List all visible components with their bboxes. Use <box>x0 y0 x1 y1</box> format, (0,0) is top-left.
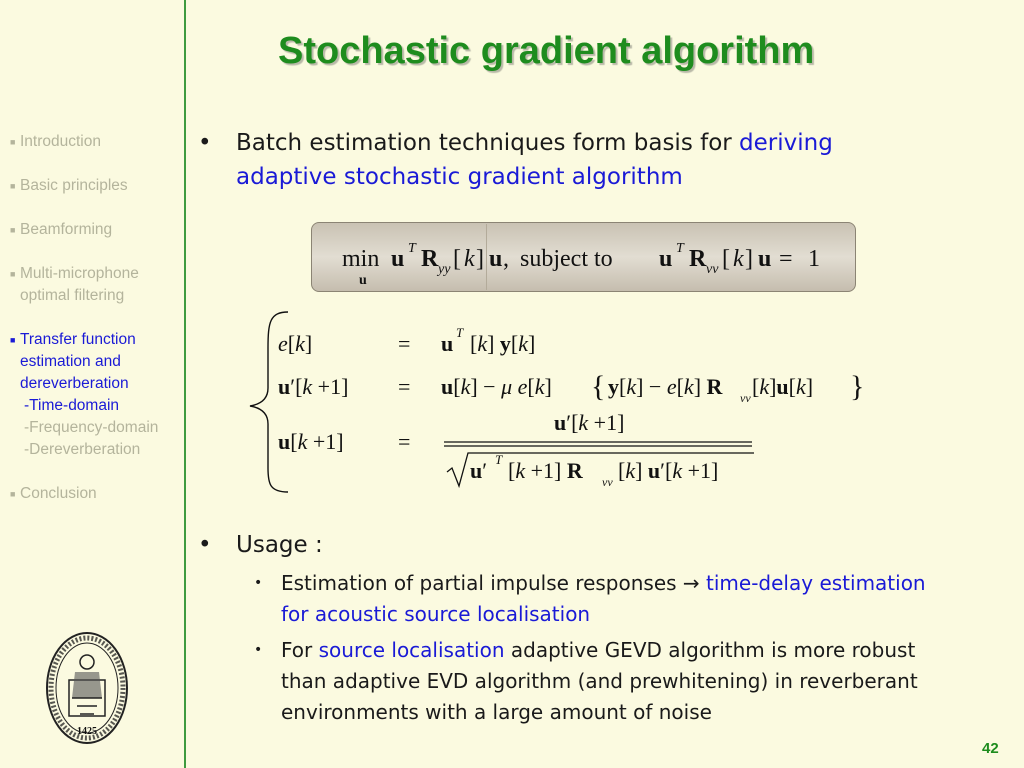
bullet-batch-estimation <box>198 126 918 194</box>
bullet-dot-icon: • <box>254 575 263 591</box>
svg-text:[: [ <box>453 246 461 272</box>
sidebar-item-label: Transfer function <box>20 331 136 348</box>
svg-text:[k]u[k]: [k]u[k] <box>752 374 814 399</box>
svg-text:{: { <box>591 370 606 403</box>
sub-bullet-highlight: time-delay estimation for acoustic source localisation <box>281 571 926 626</box>
sidebar-item-basic-principles[interactable] <box>10 175 184 197</box>
sub-bullet-text: Estimation of partial impulse responses <box>281 571 683 595</box>
svg-text:]: ] <box>745 246 753 272</box>
update-equations <box>248 308 768 498</box>
svg-text:u: u <box>391 246 405 272</box>
bullet-dot-icon: • <box>254 642 263 658</box>
svg-text:,: , <box>503 246 509 272</box>
page-number: 42 <box>982 740 999 757</box>
square-bullet-icon: ■ <box>10 181 16 191</box>
svg-text:u′[k +1]: u′[k +1] <box>278 374 349 399</box>
bullet-highlight: deriving adaptive stochastic gradient algorithm <box>236 130 833 190</box>
svg-text:T: T <box>495 452 503 467</box>
sidebar-item-label: Basic principles <box>20 177 128 194</box>
arrow-icon: → <box>682 571 700 595</box>
svg-text:vv: vv <box>706 262 719 277</box>
square-bullet-icon: ■ <box>10 137 16 147</box>
sidebar-subitem-time-domain[interactable]: -Time-domain <box>24 397 120 414</box>
svg-text:T: T <box>676 241 684 256</box>
svg-text:u′[k +1]: u′[k +1] <box>554 410 625 435</box>
sub-bullet-highlight: source localisation <box>318 638 505 662</box>
sub-bullet-text: For <box>281 638 319 662</box>
svg-text:k: k <box>733 246 744 272</box>
svg-text:u[k +1]: u[k +1] <box>278 429 344 454</box>
usage-label: Usage : <box>236 532 323 558</box>
eq1-equals: = <box>398 331 411 356</box>
sidebar-subitem-dereverberation[interactable]: -Dereverberation <box>24 441 141 458</box>
sub-bullet-source-localisation <box>254 635 934 728</box>
university-seal-logo <box>42 628 132 748</box>
svg-text:[k +1] R: [k +1] R <box>508 458 583 483</box>
constraint-formula <box>312 223 857 293</box>
svg-text:]: ] <box>476 246 484 272</box>
svg-text:=: = <box>398 374 411 399</box>
svg-text:u: u <box>489 246 503 272</box>
bullet-dot-icon: • <box>198 130 212 156</box>
sub-bullet-estimation <box>254 568 934 630</box>
svg-text:e[k]: e[k] <box>278 331 313 356</box>
svg-text:[k] u′[k +1]: [k] u′[k +1] <box>618 458 719 483</box>
sidebar-item-label: Introduction <box>20 133 101 150</box>
sidebar-nav <box>10 131 184 505</box>
svg-text:T: T <box>456 325 464 340</box>
sidebar-item-label: dereverberation <box>20 375 129 392</box>
svg-text:R: R <box>689 246 707 272</box>
svg-text:u: u <box>441 331 454 356</box>
sidebar-item-label: Beamforming <box>20 221 113 238</box>
svg-text:u′: u′ <box>470 458 488 483</box>
sidebar-item-beamforming[interactable] <box>10 219 184 241</box>
svg-text:[: [ <box>722 246 730 272</box>
svg-text:R: R <box>421 246 439 272</box>
svg-text:y[k] − e[k] R: y[k] − e[k] R <box>608 374 723 399</box>
min-operator: min <box>342 246 380 272</box>
sidebar-item-transfer-function[interactable] <box>10 329 184 461</box>
svg-text:yy: yy <box>438 262 451 277</box>
sidebar-item-label: Multi-microphone <box>20 265 139 282</box>
slide-title: Stochastic gradient algorithm <box>278 30 815 72</box>
square-bullet-icon: ■ <box>10 335 16 345</box>
constraint-rhs: 1 <box>808 246 820 272</box>
sidebar-item-label: estimation and <box>20 353 121 370</box>
svg-text:T: T <box>408 241 416 256</box>
sidebar-item-multi-microphone[interactable] <box>10 263 184 307</box>
sidebar-divider <box>184 0 186 768</box>
min-subscript: u <box>359 273 367 288</box>
bullet-dot-icon: • <box>198 532 212 558</box>
svg-text:[k] y[k]: [k] y[k] <box>470 331 536 356</box>
svg-text:u: u <box>659 246 673 272</box>
bullet-usage <box>198 528 323 562</box>
sidebar-subitem-frequency-domain[interactable]: -Frequency-domain <box>24 419 159 436</box>
square-bullet-icon: ■ <box>10 225 16 235</box>
sidebar-item-label: optimal filtering <box>20 287 125 304</box>
sidebar-item-label: Conclusion <box>20 485 97 502</box>
bullet-text: Batch estimation techniques form basis for <box>236 130 740 156</box>
subject-to-text: subject to <box>520 246 613 272</box>
square-bullet-icon: ■ <box>10 269 16 279</box>
svg-text:u: u <box>758 246 772 272</box>
svg-text:=: = <box>398 429 411 454</box>
svg-text:k: k <box>464 246 475 272</box>
svg-text:vv: vv <box>602 475 613 489</box>
square-bullet-icon: ■ <box>10 489 16 499</box>
svg-text:u[k] − μ e[k]: u[k] − μ e[k] <box>441 374 552 399</box>
svg-text:}: } <box>850 372 865 403</box>
sidebar-item-conclusion[interactable] <box>10 483 184 505</box>
sidebar-item-introduction[interactable] <box>10 131 184 153</box>
update-equation-tail <box>752 372 892 412</box>
svg-text:vv: vv <box>740 391 751 405</box>
constraint-formula-box <box>311 222 856 292</box>
svg-text:=: = <box>779 246 793 272</box>
seal-year: 1425 <box>77 726 97 737</box>
sub-bullet-text: adaptive GEVD algorithm is more robust than adaptive EVD algorithm (and prewhitening) in reverberant environments with a large amount of noise <box>281 638 918 724</box>
